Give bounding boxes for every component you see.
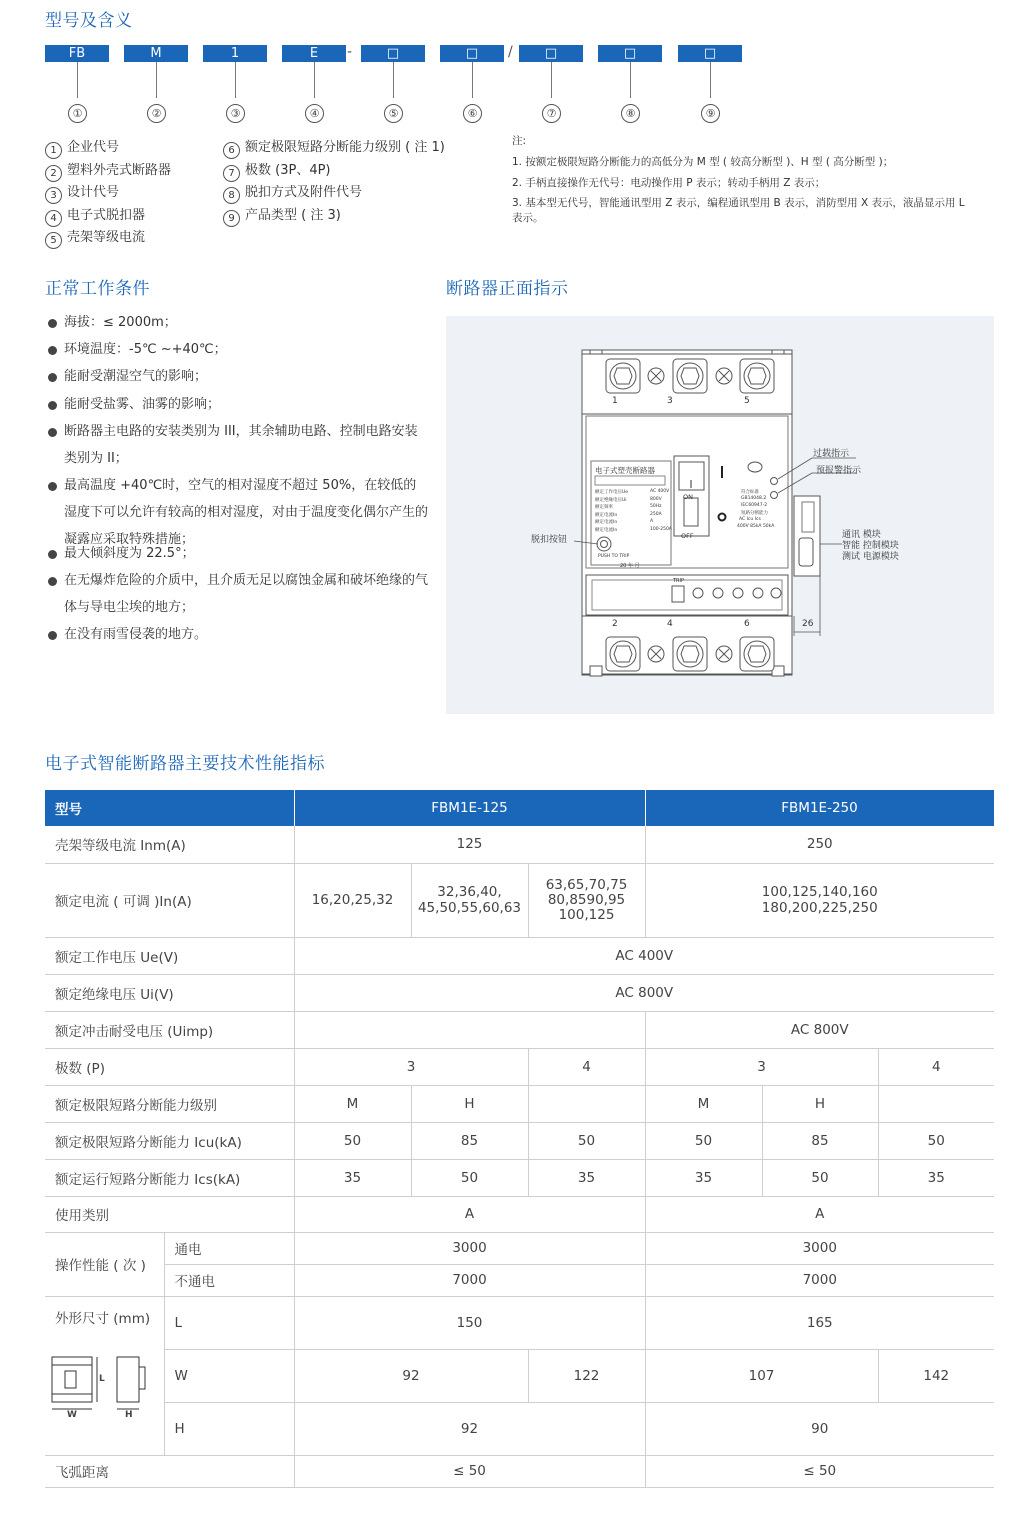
code-connector bbox=[630, 62, 631, 98]
bullet-icon bbox=[48, 373, 57, 382]
cell: 35 bbox=[878, 1159, 994, 1196]
terminal-4-label: 4 bbox=[667, 619, 673, 629]
cell: 92 bbox=[294, 1349, 528, 1402]
code-connector bbox=[393, 62, 394, 98]
legend-item bbox=[45, 204, 145, 227]
date-label: 20 年 月 bbox=[620, 563, 640, 569]
front-title: 断路器正面指示 bbox=[446, 279, 569, 299]
terminal-5-label: 5 bbox=[744, 396, 750, 406]
test-module-label: 测试 电源模块 bbox=[842, 552, 899, 562]
bullet-icon bbox=[48, 346, 57, 355]
trip-label: TRIP bbox=[673, 578, 685, 584]
code-separator: - bbox=[347, 44, 353, 60]
legend-number: 2 bbox=[45, 165, 62, 182]
std-1: GB14048.2 bbox=[741, 496, 767, 501]
legend-item bbox=[45, 136, 119, 159]
code-number-1: ① bbox=[68, 104, 87, 123]
legend-number: 3 bbox=[45, 187, 62, 204]
cell: A bbox=[294, 1196, 645, 1232]
table-row bbox=[45, 1455, 994, 1487]
nameplate-key: 额定电流In bbox=[595, 527, 618, 533]
bullet-icon bbox=[48, 577, 57, 586]
setting-dial bbox=[733, 588, 743, 598]
nameplate-value: 800V bbox=[650, 496, 662, 502]
cell: M bbox=[645, 1085, 762, 1122]
row-label: 使用类别 bbox=[45, 1196, 294, 1232]
push-to-trip-label: PUSH TO TRIP bbox=[598, 554, 630, 559]
condition-item bbox=[48, 391, 428, 418]
table-row bbox=[45, 1296, 994, 1349]
code-box-4: E bbox=[282, 45, 346, 62]
code-box-6: □ bbox=[440, 45, 504, 62]
nameplate-value: 100-250A bbox=[650, 526, 672, 532]
cell: 50 bbox=[762, 1159, 878, 1196]
code-box-8: □ bbox=[598, 45, 662, 62]
note-3: 3. 基本型无代号，智能通讯型用 Z 表示，编程通讯型用 B 表示，消防型用 X 表示，液晶显示用 L 表示。 bbox=[512, 197, 965, 224]
row-label: 极数 (P) bbox=[45, 1048, 294, 1085]
code-separator: / bbox=[508, 44, 513, 60]
condition-text: 海拔：≤ 2000m； bbox=[64, 315, 177, 330]
cell: 122 bbox=[528, 1349, 645, 1402]
legend-text: 电子式脱扣器 bbox=[67, 207, 146, 223]
table-row bbox=[45, 937, 994, 974]
cell: 3000 bbox=[294, 1232, 645, 1264]
terminal-3-label: 3 bbox=[667, 396, 673, 406]
cell: 3 bbox=[294, 1048, 528, 1085]
legend-item bbox=[45, 159, 171, 182]
code-box-2: M bbox=[124, 45, 188, 62]
terminal-nut bbox=[681, 646, 699, 662]
setting-dial bbox=[693, 588, 703, 598]
legend-item bbox=[223, 159, 331, 182]
sub-label: W bbox=[164, 1349, 294, 1402]
bullet-icon bbox=[48, 550, 57, 559]
nameplate-value: AC 400V bbox=[650, 489, 670, 494]
cell: AC 800V bbox=[294, 974, 994, 1011]
condition-item bbox=[48, 418, 428, 472]
dimension-figure bbox=[49, 1349, 159, 1424]
cell: 3 bbox=[645, 1048, 878, 1085]
std-2: IEC60947-2 bbox=[741, 503, 768, 508]
cell: 16,20,25,32 bbox=[294, 863, 411, 937]
condition-text: 断路器主电路的安装类别为 III，其余辅助电路、控制电路安装类别为 II； bbox=[64, 424, 418, 466]
code-box-5: □ bbox=[361, 45, 425, 62]
figure-w-label: W bbox=[67, 1409, 77, 1420]
setting-dial bbox=[713, 588, 723, 598]
legend-text: 脱扣方式及附件代号 bbox=[245, 185, 363, 200]
code-number-8: ⑧ bbox=[621, 104, 640, 123]
table-row bbox=[45, 1264, 994, 1296]
legend-number: 6 bbox=[223, 142, 240, 159]
terminal-nut bbox=[748, 368, 766, 384]
cell: 35 bbox=[528, 1159, 645, 1196]
code-connector bbox=[156, 62, 157, 98]
table-row bbox=[45, 1402, 994, 1455]
panel-title: 电子式塑壳断路器 bbox=[595, 466, 655, 475]
condition-text: 在没有雨雪侵袭的地方。 bbox=[64, 627, 208, 642]
terminal-nut bbox=[748, 646, 766, 662]
prewarn-indicator-label: 预报警指示 bbox=[816, 466, 862, 476]
row-label: 外形尺寸 (mm) bbox=[55, 1310, 151, 1327]
table-row bbox=[45, 1085, 994, 1122]
condition-item bbox=[48, 363, 428, 390]
row-label: 额定电流 ( 可调 )In(A) bbox=[45, 863, 294, 937]
code-number-2: ② bbox=[147, 104, 166, 123]
cell: 50 bbox=[878, 1122, 994, 1159]
code-number-5: ⑤ bbox=[384, 104, 403, 123]
cell: 250 bbox=[645, 826, 994, 863]
legend-item bbox=[45, 226, 145, 249]
code-number-4: ④ bbox=[305, 104, 324, 123]
terminal-nut bbox=[614, 368, 632, 384]
table-row bbox=[45, 974, 994, 1011]
cell: AC 800V bbox=[645, 1011, 994, 1048]
nameplate-key: 额定绝缘电压Ui bbox=[595, 497, 627, 503]
dimension-26: 26 bbox=[802, 619, 814, 629]
rating-title: 短路分断能力 bbox=[741, 511, 768, 516]
cell: 35 bbox=[294, 1159, 411, 1196]
cell: 3000 bbox=[645, 1232, 994, 1264]
spec-title: 电子式智能断路器主要技术性能指标 bbox=[45, 754, 325, 774]
nameplate-key: 额定频率 bbox=[595, 505, 613, 510]
cell: ≤ 50 bbox=[294, 1455, 645, 1487]
legend-number: 4 bbox=[45, 210, 62, 227]
breaker-front-diagram bbox=[446, 316, 994, 714]
nameplate-key: 额定电流In bbox=[595, 520, 618, 525]
table-row bbox=[45, 1196, 994, 1232]
cell: H bbox=[411, 1085, 528, 1122]
sub-label: H bbox=[164, 1402, 294, 1455]
legend-text: 塑料外壳式断路器 bbox=[67, 162, 172, 178]
code-connector bbox=[235, 62, 236, 98]
legend-text: 极数 (3P、4P) bbox=[245, 162, 331, 178]
setting-dial bbox=[753, 588, 763, 598]
legend-text: 额定极限短路分断能力级别 ( 注 1) bbox=[245, 140, 445, 155]
legend-number: 5 bbox=[45, 232, 62, 249]
comm-module-label: 通讯 模块 bbox=[842, 530, 881, 540]
cell: 35 bbox=[645, 1159, 762, 1196]
row-label: 额定冲击耐受电压 (Uimp) bbox=[45, 1011, 294, 1048]
cell: 7000 bbox=[645, 1264, 994, 1296]
code-number-3: ③ bbox=[226, 104, 245, 123]
setting-dial bbox=[771, 588, 781, 598]
row-label: 额定运行短路分断能力 Ics(kA) bbox=[45, 1159, 294, 1196]
condition-text: 能耐受盐雾、油雾的影响； bbox=[64, 397, 221, 412]
model-section-title: 型号及含义 bbox=[45, 11, 133, 31]
cell: 32,36,40, 45,50,55,60,63 bbox=[411, 863, 528, 937]
std-title: 符合标准 bbox=[741, 490, 759, 495]
terminal-6-label: 6 bbox=[744, 619, 750, 629]
code-box-9: □ bbox=[678, 45, 742, 62]
nameplate-value: 250A bbox=[650, 511, 662, 517]
bullet-icon bbox=[48, 482, 57, 491]
cell: 50 bbox=[294, 1122, 411, 1159]
table-header-row bbox=[45, 790, 994, 826]
bullet-icon bbox=[48, 631, 57, 640]
condition-text: 能耐受潮湿空气的影响； bbox=[64, 369, 208, 384]
row-label: 额定极限短路分断能力级别 bbox=[45, 1085, 294, 1122]
cell: 4 bbox=[528, 1048, 645, 1085]
legend-text: 产品类型 ( 注 3) bbox=[245, 207, 341, 223]
notes-title: 注: bbox=[512, 135, 527, 147]
figure-l-label: L bbox=[99, 1373, 105, 1384]
cell: M bbox=[294, 1085, 411, 1122]
rating-row-1: AC Icu Ics bbox=[739, 517, 761, 522]
legend-item bbox=[223, 181, 362, 204]
code-connector bbox=[77, 62, 78, 98]
cell bbox=[528, 1085, 645, 1122]
row-label: 操作性能 ( 次 ) bbox=[45, 1232, 164, 1296]
cell: 90 bbox=[645, 1402, 994, 1455]
cell: H bbox=[762, 1085, 878, 1122]
table-row bbox=[45, 863, 994, 937]
legend-text: 壳架等级电流 bbox=[67, 230, 146, 245]
code-box-3: 1 bbox=[203, 45, 267, 62]
figure-h-label: H bbox=[125, 1409, 133, 1420]
note-2: 2. 手柄直接操作无代号：电动操作用 P 表示；转动手柄用 Z 表示； bbox=[512, 177, 826, 189]
table-row bbox=[45, 1232, 994, 1264]
table-row bbox=[45, 1122, 994, 1159]
legend-number: 1 bbox=[45, 142, 62, 159]
cell: 63,65,70,75 80,8590,95 100,125 bbox=[528, 863, 645, 937]
code-connector bbox=[314, 62, 315, 98]
cell: 107 bbox=[645, 1349, 878, 1402]
bullet-icon bbox=[48, 319, 57, 328]
cell: A bbox=[645, 1196, 994, 1232]
cell: 92 bbox=[294, 1402, 645, 1455]
legend-item bbox=[45, 181, 119, 204]
condition-text: 最大倾斜度为 22.5°； bbox=[64, 546, 195, 561]
cell bbox=[294, 1011, 645, 1048]
condition-text: 最高温度 +40℃时，空气的相对湿度不超过 50%，在较低的湿度下可以允许有较高的相对湿度，对由于温度变化偶尔产生的凝露应采取特殊措施； bbox=[64, 478, 429, 547]
condition-item bbox=[48, 309, 428, 336]
cell: 85 bbox=[762, 1122, 878, 1159]
breaker-front-svg bbox=[446, 316, 994, 714]
cell: 4 bbox=[878, 1048, 994, 1085]
legend-text: 设计代号 bbox=[67, 185, 120, 200]
code-box-1: FB bbox=[45, 45, 109, 62]
header-fbm1e-250: FBM1E-250 bbox=[645, 790, 994, 826]
nameplate-value: 50Hz bbox=[650, 504, 662, 509]
row-label: 额定绝缘电压 Ui(V) bbox=[45, 974, 294, 1011]
row-label: 飞弧距离 bbox=[45, 1455, 294, 1487]
on-label: ON bbox=[683, 493, 693, 501]
terminal-2-label: 2 bbox=[612, 619, 618, 629]
cell: 50 bbox=[411, 1159, 528, 1196]
spec-table bbox=[45, 790, 995, 1488]
cell: 125 bbox=[294, 826, 645, 863]
sub-label: 不通电 bbox=[164, 1264, 294, 1296]
cell bbox=[878, 1085, 994, 1122]
note-1: 1. 按额定极限短路分断能力的高低分为 M 型 ( 较高分断型 )、H 型 ( 高分断型 )； bbox=[512, 156, 894, 168]
header-fbm1e-125: FBM1E-125 bbox=[294, 790, 645, 826]
header-model-label: 型号 bbox=[45, 790, 294, 826]
cell: AC 400V bbox=[294, 937, 994, 974]
legend-number: 9 bbox=[223, 210, 240, 227]
nameplate-key: 额定工作电压Ue bbox=[595, 490, 629, 495]
legend-item bbox=[223, 136, 445, 159]
condition-text: 环境温度：-5℃ ~+40℃； bbox=[64, 342, 227, 357]
cell: 50 bbox=[528, 1122, 645, 1159]
row-label: 额定极限短路分断能力 Icu(kA) bbox=[45, 1122, 294, 1159]
condition-item bbox=[48, 621, 428, 648]
conditions-title: 正常工作条件 bbox=[45, 279, 150, 299]
code-number-9: ⑨ bbox=[701, 104, 720, 123]
sub-label: 通电 bbox=[164, 1232, 294, 1264]
code-connector bbox=[551, 62, 552, 98]
row-label: 壳架等级电流 Inm(A) bbox=[45, 826, 294, 863]
overload-indicator-label: 过载指示 bbox=[813, 449, 850, 459]
trip-button-label: 脱扣按钮 bbox=[531, 535, 568, 545]
bullet-icon bbox=[48, 428, 57, 437]
cell: 142 bbox=[878, 1349, 994, 1402]
cell: 50 bbox=[645, 1122, 762, 1159]
code-number-7: ⑦ bbox=[542, 104, 561, 123]
condition-text: 在无爆炸危险的介质中，且介质无足以腐蚀金属和破坏绝缘的气体与导电尘埃的地方； bbox=[64, 573, 429, 615]
table-row bbox=[45, 826, 994, 863]
cell: ≤ 50 bbox=[645, 1455, 994, 1487]
legend-number: 8 bbox=[223, 187, 240, 204]
cell: 100,125,140,160 180,200,225,250 bbox=[645, 863, 994, 937]
legend-number: 7 bbox=[223, 165, 240, 182]
dims-label-cell bbox=[45, 1296, 164, 1455]
rating-row-2: 400V 85kA 50kA bbox=[737, 524, 775, 529]
table-row bbox=[45, 1349, 994, 1402]
code-number-6: ⑥ bbox=[463, 104, 482, 123]
condition-item bbox=[48, 540, 428, 567]
code-connector bbox=[472, 62, 473, 98]
cell: 85 bbox=[411, 1122, 528, 1159]
table-row bbox=[45, 1048, 994, 1085]
cell: 150 bbox=[294, 1296, 645, 1349]
condition-item bbox=[48, 567, 428, 621]
code-box-7: □ bbox=[519, 45, 583, 62]
off-label: OFF bbox=[681, 532, 694, 540]
table-row bbox=[45, 1011, 994, 1048]
code-connector bbox=[710, 62, 711, 98]
bullet-icon bbox=[48, 401, 57, 410]
cell: 165 bbox=[645, 1296, 994, 1349]
terminal-1-label: 1 bbox=[612, 396, 618, 406]
sub-label: L bbox=[164, 1296, 294, 1349]
nameplate-key: 额定电流In bbox=[595, 512, 618, 518]
table-row bbox=[45, 1159, 994, 1196]
condition-item bbox=[48, 336, 428, 363]
nameplate-value: A bbox=[650, 519, 654, 524]
terminal-nut bbox=[614, 646, 632, 662]
smart-module-label: 智能 控制模块 bbox=[842, 541, 899, 551]
terminal-nut bbox=[681, 368, 699, 384]
legend-item bbox=[223, 204, 341, 227]
row-label: 额定工作电压 Ue(V) bbox=[45, 937, 294, 974]
cell: 7000 bbox=[294, 1264, 645, 1296]
legend-text: 企业代号 bbox=[67, 140, 120, 155]
